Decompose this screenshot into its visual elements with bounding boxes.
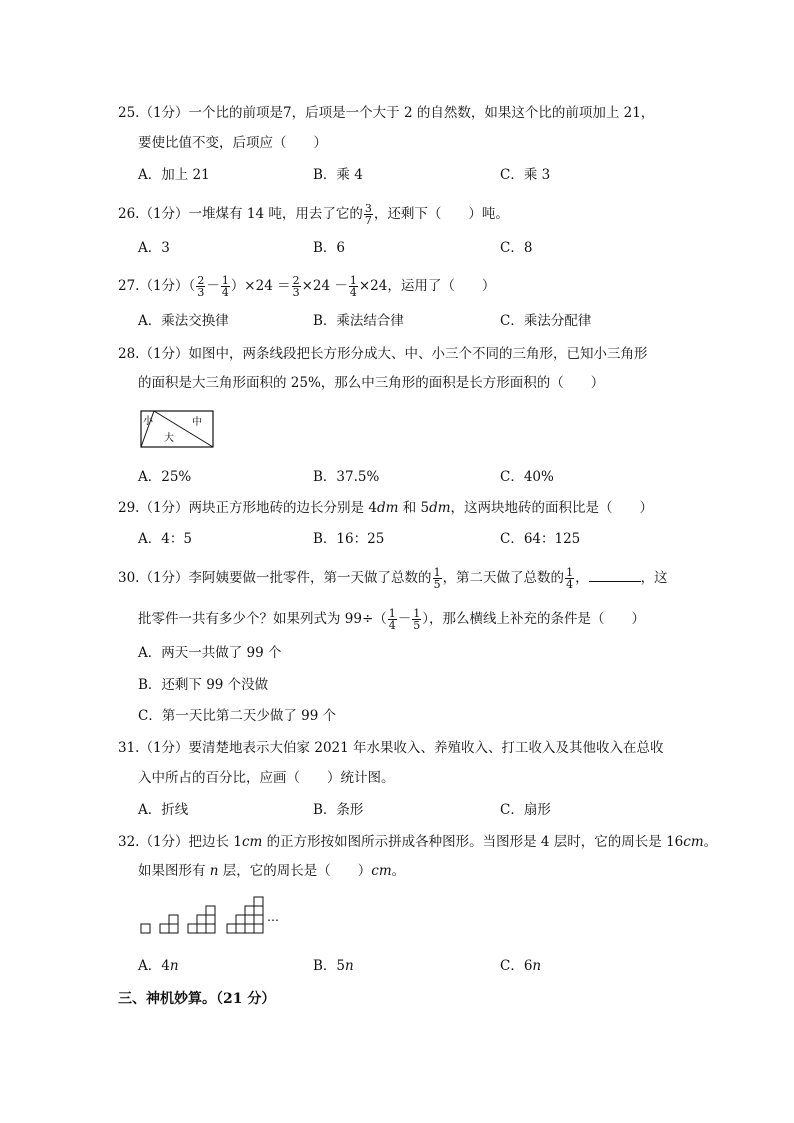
q30-frac-2-den: 4 <box>566 578 574 591</box>
q32-square <box>141 924 150 933</box>
q27-frac-2-num: 1 <box>221 274 229 287</box>
q32-ellipsis: … <box>267 910 279 924</box>
q30-frac-1-den: 5 <box>433 578 441 591</box>
q26-option-a: A．3 <box>138 240 170 256</box>
q28-option-a: A．25% <box>138 469 192 485</box>
q32-line2-mid: 层，它的周长是（ ） <box>218 863 372 879</box>
q29-text-mid: 和 5 <box>398 500 430 516</box>
q27-frac-4-num: 1 <box>349 274 357 287</box>
q30-option-b: B．还剩下 99 个没做 <box>138 677 269 693</box>
q32-staircase-figure <box>138 896 288 936</box>
q28-label-mid: 中 <box>192 417 202 428</box>
q32-shape-2-layers <box>160 915 178 933</box>
q32-option-b <box>313 957 354 975</box>
q30-frac-3-den: 4 <box>388 619 396 632</box>
q30-frac-3 <box>388 608 397 631</box>
q27-frac-2-den: 4 <box>221 286 229 299</box>
q28-option-c: C．40% <box>500 469 554 485</box>
q32-unit-1: cm <box>241 834 263 850</box>
q27-frac-1-den: 3 <box>197 286 205 299</box>
q30-frac-4 <box>412 608 421 631</box>
q30-frac-1-num: 1 <box>433 566 441 579</box>
q32-text-mid: 的正方形按如图所示拼成各种图形。当图形是 4 层时，它的周长是 16 <box>262 834 684 850</box>
q31-option-b: B．条形 <box>313 802 364 818</box>
q26-frac-den: 7 <box>364 214 372 227</box>
q31-line1: 31.（1分）要清楚地表示大伯家 2021 年水果收入、养殖收入、打工收入及其他收入在总收 <box>118 740 664 756</box>
q30-line2 <box>138 608 645 631</box>
q32-option-a-var: n <box>169 958 179 974</box>
q27-option-c: C．乘法分配律 <box>500 313 592 329</box>
q26-text-post: ，还剩下（ ）吨。 <box>373 206 509 222</box>
q26-option-c: C．8 <box>500 240 533 256</box>
q28-label-small: 小 <box>143 416 153 427</box>
q27-minus: － <box>206 278 220 294</box>
q27-option-a: A．乘法交换律 <box>138 313 229 329</box>
q32-option-a-text: A．4 <box>138 958 170 974</box>
q27-text-mid: ）×24 ＝ <box>230 278 291 294</box>
q27-frac-3 <box>292 275 301 298</box>
q28-line2: 的面积是大三角形面积的 25%，那么中三角形的面积是长方形面积的（ ） <box>138 375 605 391</box>
q32-option-b-text: B．5 <box>313 958 346 974</box>
q25-option-a: A．加上 21 <box>138 167 210 183</box>
q30-frac-2-num: 1 <box>566 566 574 579</box>
q29-text-pre: 29.（1分）两块正方形地砖的边长分别是 4 <box>118 500 377 516</box>
section-3-heading: 三、神机妙算。（21 分） <box>118 991 276 1007</box>
q26-text-pre: 26.（1分）一堆煤有 14 吨，用去了它的 <box>118 206 363 222</box>
q30-frac-3-num: 1 <box>388 607 396 620</box>
q30-text-mid: ，第二天做了总数的 <box>442 570 565 586</box>
q31-option-c: C．扇形 <box>500 802 551 818</box>
q30-line2-post: ），那么横线上补充的条件是（ ） <box>422 611 646 627</box>
q32-option-c-var: n <box>532 958 542 974</box>
q31-line2: 入中所占的百分比，应画（ ）统计图。 <box>138 770 395 786</box>
q27-frac-4-den: 4 <box>349 286 357 299</box>
q30-frac-1 <box>433 567 442 590</box>
q30-text-pre: 30.（1分）李阿姨要做一批零件，第一天做了总数的 <box>118 570 432 586</box>
q32-line2 <box>138 862 405 880</box>
q25-line2: 要使比值不变，后项应（ ） <box>138 135 327 151</box>
q27-text-mid2: ×24 － <box>301 278 348 294</box>
q27-frac-3-den: 3 <box>292 286 300 299</box>
q29-text-post: ，这两块地砖的面积比是（ ） <box>450 500 654 516</box>
q27-text-post: ×24，运用了（ ） <box>358 278 496 294</box>
q30-line2-pre: 批零件一共有多少个？如果列式为 99÷（ <box>138 611 387 627</box>
q28-line1: 28.（1分）如图中，两条线段把长方形分成大、中、小三个不同的三角形，已知小三角形 <box>118 346 648 362</box>
q30-frac-4-den: 5 <box>413 619 421 632</box>
q32-shape-3-layers <box>188 906 215 933</box>
q32-shape-4-layers <box>227 897 263 933</box>
q32-option-a <box>138 957 179 975</box>
q28-segment-2 <box>154 411 213 447</box>
q30-option-a: A．两天一共做了 99 个 <box>138 645 282 661</box>
q32-option-c <box>500 957 541 975</box>
q26-frac-num: 3 <box>364 202 372 215</box>
q29-option-c: C．64：125 <box>500 531 581 547</box>
q29-unit-1: dm <box>376 500 399 516</box>
q27-line <box>118 275 495 298</box>
q30-frac-2 <box>565 567 574 590</box>
q29-option-a: A．4：5 <box>138 531 192 547</box>
q25-option-b: B．乘 4 <box>313 167 363 183</box>
q30-minus: － <box>397 611 412 627</box>
q32-unit-3: cm <box>371 863 392 879</box>
q32-text-post: 。 <box>703 834 718 850</box>
q32-option-b-var: n <box>345 958 354 974</box>
q32-variable-n: n <box>209 863 219 879</box>
q27-option-b: B．乘法结合律 <box>313 313 404 329</box>
q32-text-pre: 32.（1分）把边长 1 <box>118 834 242 850</box>
q27-frac-1 <box>196 275 205 298</box>
q29-unit-2: dm <box>429 500 451 516</box>
q32-shape-1-layer <box>141 924 150 933</box>
q32-line1 <box>118 833 717 851</box>
q32-unit-2: cm <box>683 834 704 850</box>
q28-option-b: B．37.5% <box>313 469 380 485</box>
q30-option-c: C．第一天比第二天少做了 99 个 <box>138 708 337 724</box>
q30-fill-blank <box>589 569 641 582</box>
q29-option-b: B．16：25 <box>313 531 385 547</box>
q26-option-b: B．6 <box>313 240 346 256</box>
q30-frac-4-num: 1 <box>413 607 421 620</box>
q27-frac-4 <box>349 275 358 298</box>
q29-line <box>118 499 653 517</box>
q30-text-comma: ， <box>575 570 589 586</box>
q27-frac-3-num: 2 <box>292 274 300 287</box>
q27-frac-1-num: 2 <box>197 274 205 287</box>
q30-text-post: ，这 <box>640 570 668 586</box>
q32-option-c-text: C．6 <box>500 958 533 974</box>
q31-option-a: A．折线 <box>138 802 189 818</box>
q32-line2-post: 。 <box>391 863 406 879</box>
q25-line1: 25.（1分）一个比的前项是7，后项是一个大于 2 的自然数，如果这个比的前项加上 21， <box>118 105 655 121</box>
q28-rectangle-figure <box>140 410 216 450</box>
q32-line2-pre: 如果图形有 <box>138 863 210 879</box>
q27-frac-2 <box>221 275 230 298</box>
q26-fraction <box>364 203 373 226</box>
q30-line1 <box>118 567 668 590</box>
q25-option-c: C．乘 3 <box>500 167 551 183</box>
q27-text-pre: 27.（1分）（ <box>118 278 196 294</box>
q26-line <box>118 203 509 226</box>
q28-label-big: 大 <box>164 433 174 444</box>
